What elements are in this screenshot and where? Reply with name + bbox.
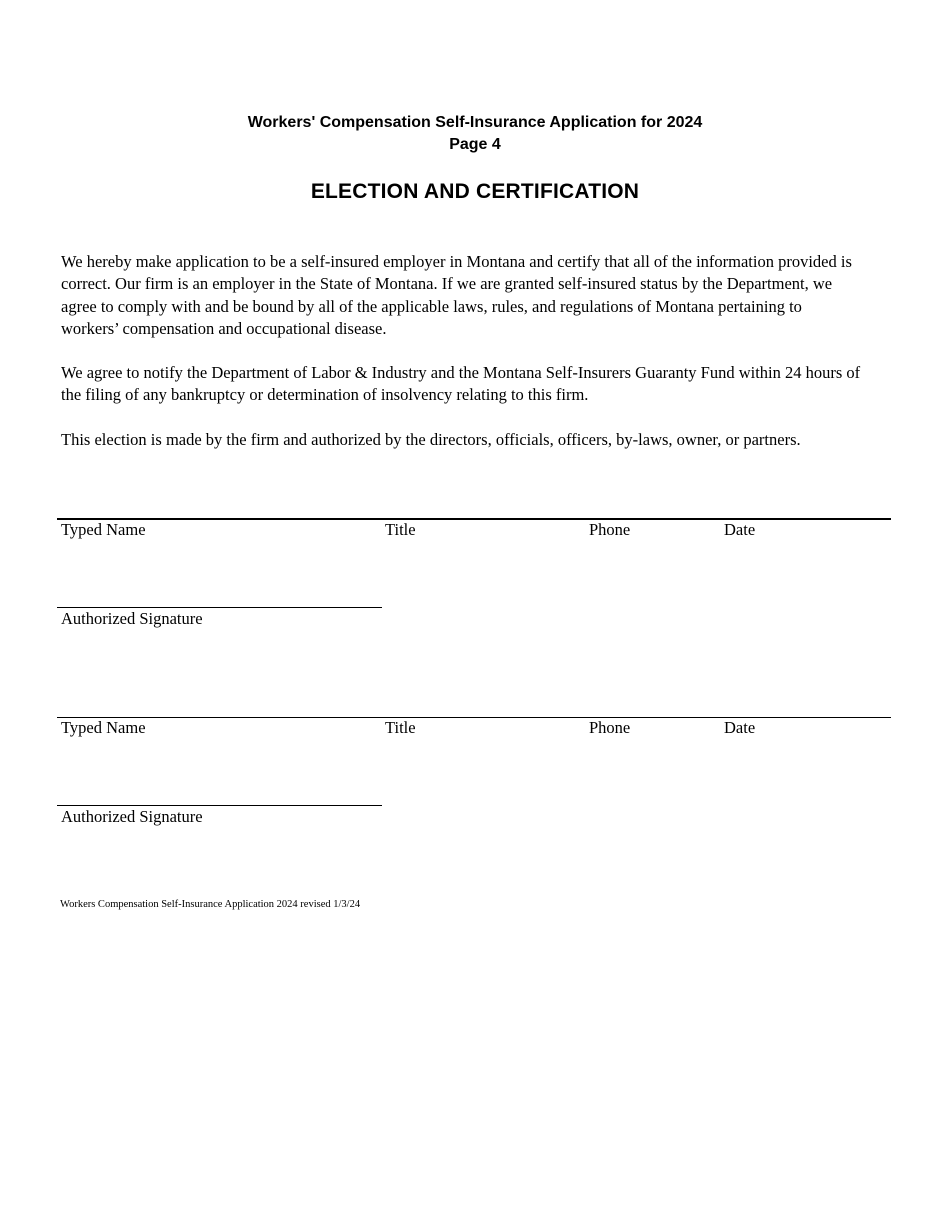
page-number: Page 4 bbox=[449, 136, 501, 153]
document-header bbox=[0, 112, 950, 156]
date-label: Date bbox=[724, 520, 756, 539]
phone-label: Phone bbox=[589, 718, 631, 737]
notification-paragraph: We agree to notify the Department of Labor & Industry and the Montana Self-Insurers Guaranty Fund within 24 hours of the filing of any bankruptcy or determination of insolvency relating to this firm. bbox=[61, 363, 861, 405]
authorized-signature-label: Authorized Signature bbox=[61, 609, 203, 628]
typed-name-label: Typed Name bbox=[61, 718, 146, 737]
info-line-1[interactable] bbox=[57, 518, 891, 520]
revision-note: Workers Compensation Self-Insurance Application 2024 revised 1/3/24 bbox=[60, 899, 361, 910]
authorized-signature-label: Authorized Signature bbox=[61, 807, 203, 826]
section-title: ELECTION AND CERTIFICATION bbox=[310, 180, 640, 203]
signature-line-1[interactable] bbox=[57, 607, 382, 608]
title-label: Title bbox=[385, 520, 416, 539]
certification-paragraph: We hereby make application to be a self-insured employer in Montana and certify that all of the information provided is correct. Our firm is an employer in the State of Montana. If we are granted self-insured status by the Department, we agree to comply with and be bound by all of the applicable laws, rules, and regulations of Montana pertaining to workers’ compensation and occupational disease. bbox=[61, 252, 852, 338]
signature-line-2[interactable] bbox=[57, 805, 382, 806]
date-label: Date bbox=[724, 718, 756, 737]
typed-name-label: Typed Name bbox=[61, 520, 146, 539]
title-label: Title bbox=[385, 718, 416, 737]
info-line-2[interactable] bbox=[57, 717, 891, 718]
header-title: Workers' Compensation Self-Insurance Application for 2024 bbox=[247, 114, 703, 131]
phone-label: Phone bbox=[589, 520, 631, 539]
authorization-paragraph: This election is made by the firm and authorized by the directors, officials, officers, by-laws, owner, or partners. bbox=[61, 430, 801, 449]
